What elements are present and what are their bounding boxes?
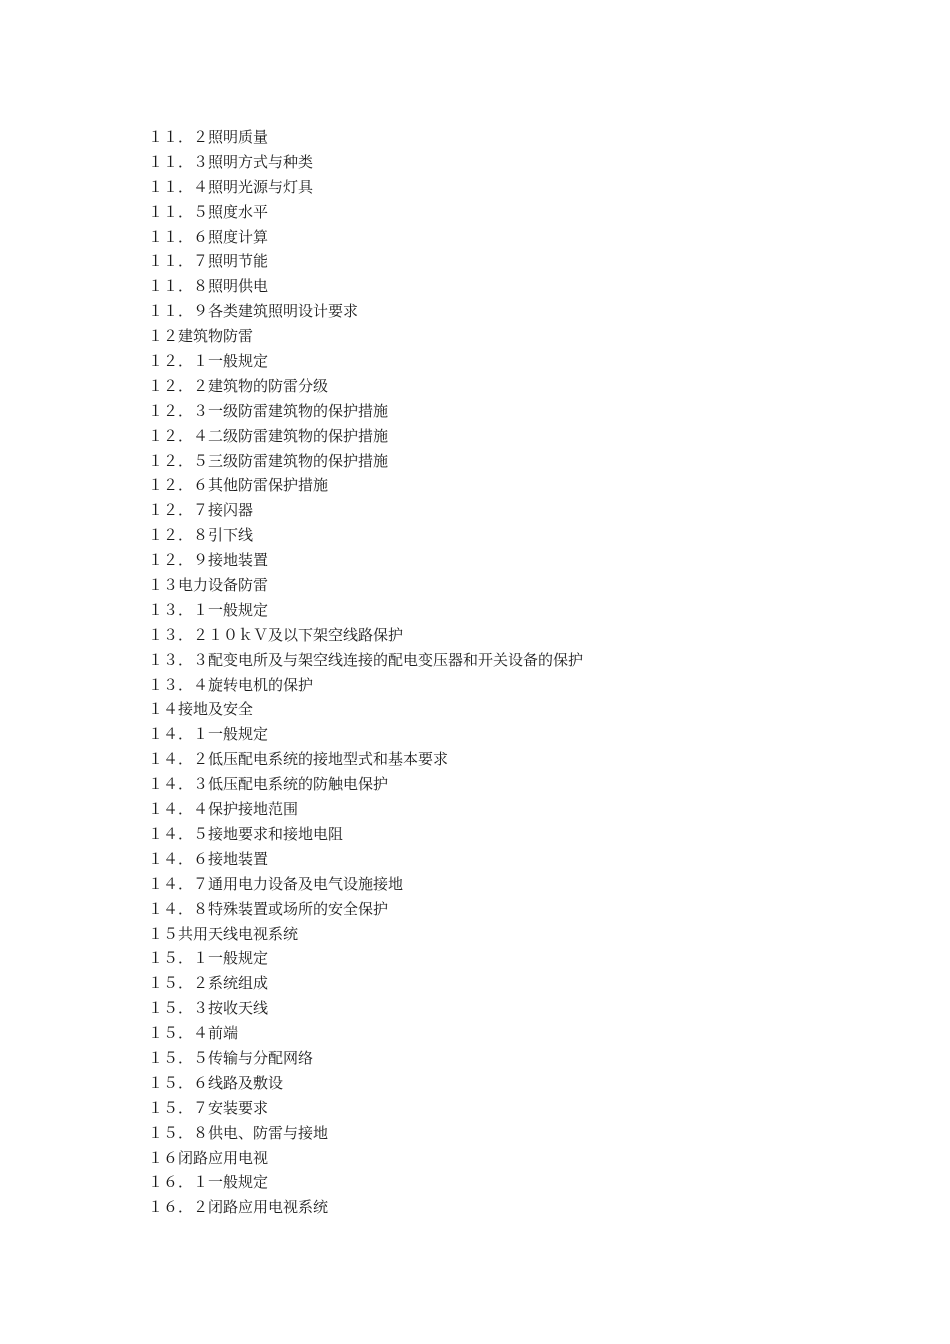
toc-entry: １４．２低压配电系统的接地型式和基本要求: [148, 750, 449, 769]
toc-entry: １２．３一级防雷建筑物的保护措施: [148, 401, 389, 420]
toc-entry: １３．３配变电所及与架空线连接的配电变压器和开关设备的保护: [148, 650, 584, 669]
toc-entry: １５．３按收天线: [148, 999, 269, 1018]
toc-entry: １２．５三级防雷建筑物的保护措施: [148, 451, 389, 470]
toc-entry: １４．５接地要求和接地电阻: [148, 824, 344, 843]
toc-entry: １２．９接地装置: [148, 551, 269, 570]
toc-entry: １１．５照度水平: [148, 202, 269, 221]
toc-entry: １４．４保护接地范围: [148, 800, 299, 819]
toc-entry: １２．４二级防雷建筑物的保护措施: [148, 426, 389, 445]
table-of-contents: [148, 125, 583, 1220]
toc-entry: １５．４前端: [148, 1024, 239, 1043]
toc-entry: １３．１一般规定: [148, 600, 269, 619]
toc-entry: １５．６线路及敷设: [148, 1073, 284, 1092]
toc-entry: １１．８照明供电: [148, 277, 269, 296]
toc-entry: １２．６其他防雷保护措施: [148, 476, 329, 495]
toc-entry: １１．３照明方式与种类: [148, 152, 314, 171]
toc-entry: １２建筑物防雷: [148, 327, 254, 346]
toc-entry: １６闭路应用电视: [148, 1148, 269, 1167]
toc-entry: １４．８特殊装置或场所的安全保护: [148, 899, 389, 918]
toc-entry: １５．１一般规定: [148, 949, 269, 968]
toc-entry: １１．６照度计算: [148, 227, 269, 246]
toc-entry: １５．２系统组成: [148, 974, 269, 993]
toc-entry: １１．９各类建筑照明设计要求: [148, 302, 359, 321]
toc-entry: １１．７照明节能: [148, 252, 269, 271]
toc-entry: １２．１一般规定: [148, 352, 269, 371]
toc-entry: １５．７安装要求: [148, 1098, 269, 1117]
toc-entry: １２．８引下线: [148, 526, 254, 545]
toc-entry: １４．３低压配电系统的防触电保护: [148, 775, 389, 794]
toc-entry: １５．８供电、防雷与接地: [148, 1123, 329, 1142]
toc-entry: １４．１一般规定: [148, 725, 269, 744]
toc-entry: １３．２１０ｋＶ及以下架空线路保护: [148, 625, 404, 644]
toc-entry: １２．７接闪器: [148, 501, 254, 520]
toc-entry: １５．５传输与分配网络: [148, 1048, 314, 1067]
toc-entry: １６．１一般规定: [148, 1173, 269, 1192]
toc-entry: １１．２照明质量: [148, 128, 269, 146]
toc-entry: １４．７通用电力设备及电气设施接地: [148, 874, 404, 893]
toc-entry: １４．６接地装置: [148, 849, 269, 868]
toc-entry: １５共用天线电视系统: [148, 924, 299, 943]
toc-entry: １３电力设备防雷: [148, 576, 269, 595]
toc-entry: １１．４照明光源与灯具: [148, 177, 314, 196]
toc-entry: １６．２闭路应用电视系统: [148, 1198, 329, 1217]
toc-entry: １２．２建筑物的防雷分级: [148, 376, 329, 395]
toc-entry: １３．４旋转电机的保护: [148, 675, 314, 694]
toc-entry: １４接地及安全: [148, 700, 254, 719]
